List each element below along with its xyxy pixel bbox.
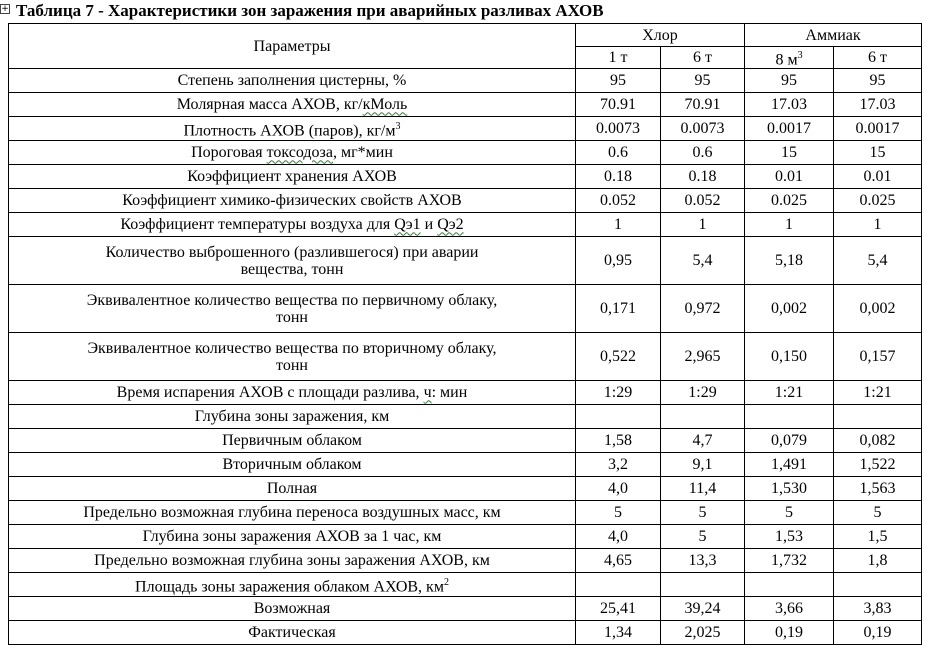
cell: 1 xyxy=(576,213,661,237)
header-chlorine-1t: 1 т xyxy=(576,47,661,69)
row-label: Первичным облаком xyxy=(9,429,576,453)
row-label: Молярная масса АХОВ, кг/кМоль xyxy=(9,93,576,117)
cell: 0.01 xyxy=(745,165,834,189)
cell: 2,025 xyxy=(661,621,745,645)
cell: 5,18 xyxy=(745,237,834,285)
cell: 95 xyxy=(661,69,745,93)
cell: 0.18 xyxy=(661,165,745,189)
cell: 3,83 xyxy=(834,597,922,621)
row-label: Коэффициент температуры воздуха для Qэ1 и Qэ2 xyxy=(9,213,576,237)
header-ammonia-6t: 6 т xyxy=(834,47,922,69)
cell: 0,95 xyxy=(576,237,661,285)
table-row xyxy=(9,525,922,549)
cell: 1,491 xyxy=(745,453,834,477)
row-label: Эквивалентное количество вещества по вторичному облаку, тонн xyxy=(9,333,576,381)
cell: 0.0017 xyxy=(834,117,922,141)
table-row xyxy=(9,621,922,645)
cell xyxy=(661,573,745,597)
cell: 0.0017 xyxy=(745,117,834,141)
cell: 11,4 xyxy=(661,477,745,501)
cell: 4,65 xyxy=(576,549,661,573)
row-label: Фактическая xyxy=(9,621,576,645)
table-row xyxy=(9,93,922,117)
cell: 1 xyxy=(745,213,834,237)
cell: 1 xyxy=(834,213,922,237)
header-ammonia: Аммиак xyxy=(745,24,922,47)
cell: 17.03 xyxy=(834,93,922,117)
cell xyxy=(661,405,745,429)
cell: 3,66 xyxy=(745,597,834,621)
cell: 15 xyxy=(745,141,834,165)
cell: 95 xyxy=(834,69,922,93)
table-row xyxy=(9,141,922,165)
cell: 0,19 xyxy=(745,621,834,645)
cell: 5 xyxy=(745,501,834,525)
cell: 0.025 xyxy=(745,189,834,213)
cell xyxy=(576,573,661,597)
cell: 0,972 xyxy=(661,285,745,333)
header-chlorine: Хлор xyxy=(576,24,745,47)
cell: 2,965 xyxy=(661,333,745,381)
header-ammonia-8m3: 8 $м^3$ xyxy=(745,47,834,69)
cell: 0.18 xyxy=(576,165,661,189)
row-label: Глубина зоны заражения, км xyxy=(9,405,576,429)
header-row-groups xyxy=(9,24,922,47)
cell: 0.052 xyxy=(661,189,745,213)
cell: 0,157 xyxy=(834,333,922,381)
cell: 0,002 xyxy=(745,285,834,333)
cell: 13,3 xyxy=(661,549,745,573)
cell: 0.0073 xyxy=(661,117,745,141)
cell: 0,150 xyxy=(745,333,834,381)
cell: 4,7 xyxy=(661,429,745,453)
table-row xyxy=(9,333,922,381)
cell: 95 xyxy=(745,69,834,93)
cell: 1,530 xyxy=(745,477,834,501)
cell: 0,171 xyxy=(576,285,661,333)
header-params: Параметры xyxy=(9,24,576,69)
table-row xyxy=(9,165,922,189)
table-row xyxy=(9,189,922,213)
cell: 0,522 xyxy=(576,333,661,381)
cell: 39,24 xyxy=(661,597,745,621)
cell: 0.6 xyxy=(576,141,661,165)
cell: 1:21 xyxy=(745,381,834,405)
table-row xyxy=(9,69,922,93)
table-row xyxy=(9,549,922,573)
cell: 1,53 xyxy=(745,525,834,549)
header-chlorine-6t: 6 т xyxy=(661,47,745,69)
table-row xyxy=(9,477,922,501)
cell: 0,19 xyxy=(834,621,922,645)
table-row xyxy=(9,453,922,477)
cell: 1:29 xyxy=(576,381,661,405)
cell: 95 xyxy=(576,69,661,93)
cell xyxy=(834,405,922,429)
row-label: Предельно возможная глубина переноса воздушных масс, км xyxy=(9,501,576,525)
cell xyxy=(576,405,661,429)
table-row-section xyxy=(9,405,922,429)
row-label: Вторичным облаком xyxy=(9,453,576,477)
table-row xyxy=(9,501,922,525)
cell xyxy=(745,405,834,429)
cell: 5,4 xyxy=(661,237,745,285)
cell: 1,8 xyxy=(834,549,922,573)
cell: 0.0073 xyxy=(576,117,661,141)
row-label: Коэффициент хранения АХОВ xyxy=(9,165,576,189)
cell xyxy=(834,573,922,597)
cell: 0.6 xyxy=(661,141,745,165)
cell: 70.91 xyxy=(661,93,745,117)
cell: 1,563 xyxy=(834,477,922,501)
table-row-section xyxy=(9,573,922,597)
row-label: Эквивалентное количество вещества по первичному облаку, тонн xyxy=(9,285,576,333)
cell: 0.01 xyxy=(834,165,922,189)
table-row xyxy=(9,381,922,405)
cell: 1,522 xyxy=(834,453,922,477)
cell: 0,082 xyxy=(834,429,922,453)
cell: 5,4 xyxy=(834,237,922,285)
table-row xyxy=(9,285,922,333)
cell: 1,5 xyxy=(834,525,922,549)
row-label: Степень заполнения цистерны, % xyxy=(9,69,576,93)
table-row xyxy=(9,237,922,285)
row-label: Пороговая токсодоза, мг*мин xyxy=(9,141,576,165)
table-move-handle-icon[interactable]: + xyxy=(1,4,9,14)
table-caption: Таблица 7 - Характеристики зон заражения при аварийных разливах АХОВ xyxy=(16,1,604,20)
row-label: Время испарения АХОВ с площади разлива, ч: мин xyxy=(9,381,576,405)
cell: 0,002 xyxy=(834,285,922,333)
row-label: Площадь зоны заражения облаком АХОВ, $км^2$ xyxy=(9,573,576,597)
table-row xyxy=(9,597,922,621)
table-row xyxy=(9,117,922,141)
cell: 1:21 xyxy=(834,381,922,405)
cell: 1,34 xyxy=(576,621,661,645)
cell: 1 xyxy=(661,213,745,237)
cell: 25,41 xyxy=(576,597,661,621)
cell: 4,0 xyxy=(576,477,661,501)
row-label: Предельно возможная глубина зоны заражения АХОВ, км xyxy=(9,549,576,573)
cell: 5 xyxy=(661,525,745,549)
cell: 0,079 xyxy=(745,429,834,453)
cell: 70.91 xyxy=(576,93,661,117)
row-label: Плотность АХОВ (паров), $кг/м^3$ xyxy=(9,117,576,141)
row-label: Коэффициент химико-физических свойств АХОВ xyxy=(9,189,576,213)
cell: 0.052 xyxy=(576,189,661,213)
table-row xyxy=(9,213,922,237)
cell: 17.03 xyxy=(745,93,834,117)
cell: 4,0 xyxy=(576,525,661,549)
row-label: Полная xyxy=(9,477,576,501)
table-row xyxy=(9,429,922,453)
cell: 1,58 xyxy=(576,429,661,453)
cell xyxy=(745,573,834,597)
cell: 5 xyxy=(661,501,745,525)
row-label: Глубина зоны заражения АХОВ за 1 час, км xyxy=(9,525,576,549)
row-label: Возможная xyxy=(9,597,576,621)
cell: 0.025 xyxy=(834,189,922,213)
data-table xyxy=(8,23,922,645)
cell: 9,1 xyxy=(661,453,745,477)
cell: 5 xyxy=(576,501,661,525)
cell: 5 xyxy=(834,501,922,525)
cell: 3,2 xyxy=(576,453,661,477)
cell: 1:29 xyxy=(661,381,745,405)
row-label: Количество выброшенного (разлившегося) при аварии вещества, тонн xyxy=(9,237,576,285)
cell: 15 xyxy=(834,141,922,165)
cell: 1,732 xyxy=(745,549,834,573)
